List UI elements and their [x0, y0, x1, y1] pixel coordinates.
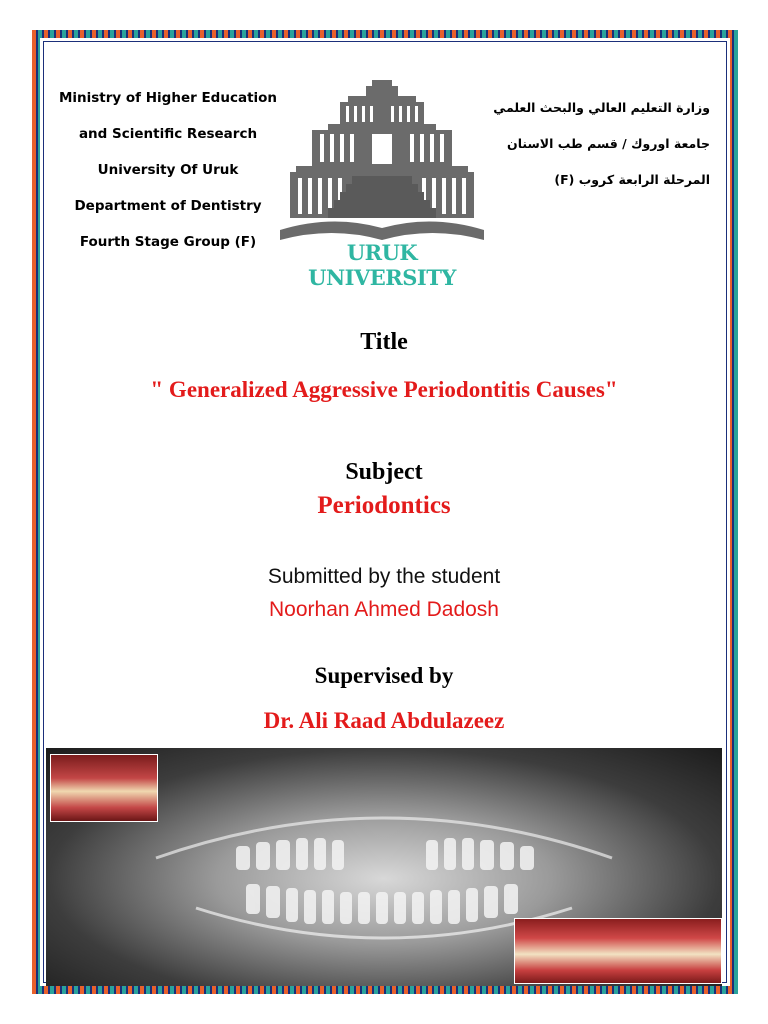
- arabic-ministry-line: وزارة التعليم العالي والبحث العلمي: [493, 100, 710, 115]
- supervised-by-label: Supervised by: [314, 663, 454, 688]
- supervisor-name: Dr. Ali Raad Abdulazeez: [263, 708, 505, 733]
- logo-wordmark: URUK UNIVERSITY: [308, 240, 456, 290]
- gum-photo-bottom-right: [514, 918, 722, 984]
- arabic-institution-header: [470, 90, 710, 198]
- department-line: Department of Dentistry: [74, 198, 262, 214]
- title-value: " Generalized Aggressive Periodontitis Causes": [150, 377, 618, 402]
- research-line: and Scientific Research: [78, 126, 258, 142]
- university-line: University Of Uruk: [97, 162, 239, 178]
- subject-value: Periodontics: [317, 492, 451, 519]
- arabic-university-line: جامعة اوروك / قسم طب الاسنان: [507, 136, 710, 151]
- arabic-stage-line: المرحلة الرابعة كروب (F): [554, 172, 710, 187]
- ministry-line: Ministry of Higher Education: [58, 90, 278, 106]
- submitted-by-label: Submitted by the student: [267, 565, 501, 588]
- gum-photo-top-left: [50, 754, 158, 822]
- student-name: Noorhan Ahmed Dadosh: [269, 598, 499, 621]
- english-institution-header: [50, 80, 286, 260]
- stage-group-line: Fourth Stage Group (F): [79, 234, 257, 250]
- subject-label: Subject: [345, 459, 423, 485]
- title-label: Title: [360, 329, 408, 355]
